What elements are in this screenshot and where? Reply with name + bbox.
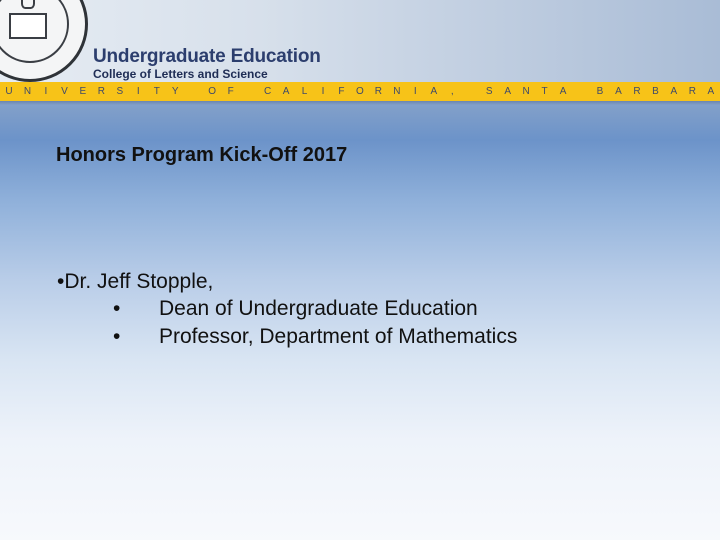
- band-letter: I: [413, 86, 417, 97]
- band-letter: I: [44, 86, 48, 97]
- band-letter: V: [61, 86, 68, 97]
- band-letter: A: [504, 86, 511, 97]
- sub-bullet-marker: •: [113, 325, 121, 348]
- band-letter: R: [633, 86, 641, 97]
- band-letter: T: [153, 86, 160, 97]
- band-letter: R: [374, 86, 382, 97]
- role-text: Dean of Undergraduate Education: [159, 297, 478, 320]
- brand-title: Undergraduate Education: [93, 46, 321, 67]
- band-letter: N: [23, 86, 32, 97]
- header-banner: [0, 0, 720, 82]
- band-letter: S: [116, 86, 124, 97]
- band-letter: R: [688, 86, 696, 97]
- sub-bullet-marker: •: [113, 297, 121, 320]
- lamp-icon: [21, 0, 35, 9]
- band-letter: N: [522, 86, 530, 97]
- speaker-bullet: [57, 270, 213, 294]
- list-item: [0, 297, 720, 325]
- band-letter: I: [321, 86, 325, 97]
- band-letter: O: [208, 86, 217, 97]
- university-name-band: [0, 82, 720, 101]
- role-text: Professor, Department of Mathematics: [159, 325, 518, 348]
- band-letter: C: [263, 86, 272, 97]
- speaker-roles-list: [0, 297, 720, 353]
- brand-block: [93, 47, 321, 82]
- brand-subtitle: College of Letters and Science: [93, 67, 268, 81]
- band-letter: A: [707, 86, 715, 97]
- band-letter: ,: [450, 86, 454, 97]
- band-letter: A: [615, 86, 622, 97]
- band-letter: A: [670, 86, 678, 97]
- band-letter: L: [301, 86, 308, 97]
- band-letter: S: [485, 86, 493, 97]
- band-letter: O: [356, 86, 364, 97]
- band-letter: A: [282, 86, 290, 97]
- band-letter: R: [97, 86, 105, 97]
- band-letter: T: [541, 86, 548, 97]
- band-letter: F: [227, 86, 234, 97]
- band-letter: F: [338, 86, 345, 97]
- band-letter: B: [596, 86, 604, 97]
- slide-title: Honors Program Kick-Off 2017: [56, 144, 348, 166]
- book-icon: [9, 13, 47, 39]
- band-letter: A: [559, 86, 567, 97]
- band-shadow: [0, 101, 720, 105]
- band-letter: I: [136, 86, 140, 97]
- list-item: [0, 325, 720, 353]
- bullet-marker: •: [57, 270, 65, 293]
- university-seal-logo: [0, 0, 88, 82]
- speaker-name: Dr. Jeff Stopple,: [64, 270, 214, 293]
- band-letter: Y: [171, 86, 179, 97]
- band-letter: E: [79, 86, 87, 97]
- band-letter: A: [430, 86, 438, 97]
- band-letter: N: [393, 86, 401, 97]
- band-letter: U: [5, 86, 13, 97]
- band-letter: B: [652, 86, 659, 97]
